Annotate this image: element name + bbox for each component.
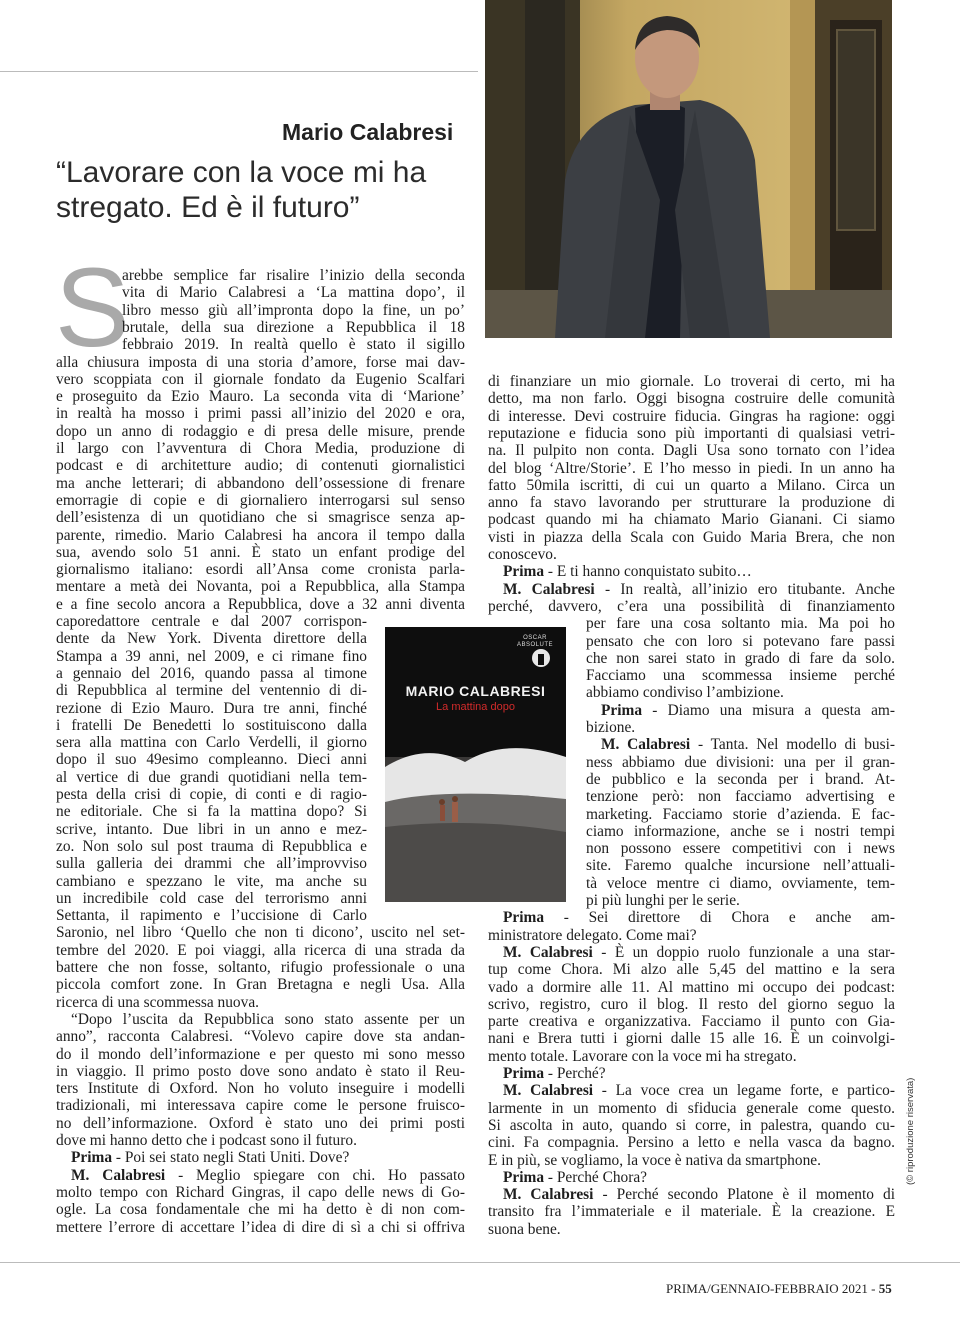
article-line: sulla galleria dei drammi che all’improvviso — [56, 855, 367, 873]
article-line: e a fine secolo ancora a Repubblica, dove a 32 anni diventa — [56, 595, 465, 613]
article-line: a gennaio del 2016, quando passa al timone — [56, 664, 367, 682]
article-line: pi più lunghi per le serie. — [586, 892, 740, 909]
article-line: Si ascolta in auto, quando si corre, in palestra, quando cu- — [488, 1116, 895, 1134]
article-line: Facciamo una scommessa insieme perché — [586, 667, 895, 685]
article-line: dell’esistenza di un quotidiano che si smagrisce senza ap- — [56, 509, 465, 527]
speaker-label: Prima — [503, 1065, 545, 1082]
article-line: rezione di Ezio Mauro. Dura tre anni, finché — [56, 699, 367, 717]
article-line: M. Calabresi - Meglio spiegare con chi. Ho passato — [71, 1166, 465, 1184]
article-line: di finanziare un mio giornale. Lo troverai di certo, mi ha — [488, 373, 895, 390]
article-line: pensato che con loro si potevano fare passi — [586, 632, 895, 650]
article-line: abbiamo condiviso l’ambizione. — [586, 684, 784, 702]
article-line: brutale, della sua direzione a Repubblica il 18 — [122, 318, 465, 336]
portrait-photo — [485, 0, 892, 338]
article-line: ogle. La cosa fondamentale che mi ha detto è di non com- — [56, 1201, 465, 1219]
article-line: vita di Mario Calabresi a ‘La mattina dopo’, il — [122, 284, 465, 302]
article-line: del blog ‘Altre/Storie’. E l’ho messo in piedi. In un anno ha — [488, 459, 895, 477]
article-line: ma anche letterari; di abbandono dell’ossessione di frenare — [56, 474, 465, 492]
speaker-label: M. Calabresi — [71, 1166, 166, 1184]
article-line: mentare a metà dei Novanta, poi a Repubblica, alla Stampa — [56, 578, 465, 596]
article-line: i fratelli De Benedetti lo sostituiscono dalla — [56, 716, 367, 734]
article-line: pesta della crisi di copie, di conti e di ragio- — [56, 786, 367, 803]
article-line: E in più, se vogliamo, la voce è nativa da smartphone. — [488, 1151, 821, 1169]
article-line: site. Faremo qualche incursione nell’attuali- — [586, 857, 895, 875]
bottom-rule — [0, 1262, 960, 1263]
article-line: M. Calabresi - In realtà, all’inizio ero titubante. Anche — [503, 580, 895, 598]
article-line: il largo con l’avventura di Chora Media, produzione di — [56, 440, 465, 457]
article-line: cambiano e spezzano le vite, ma anche su — [56, 872, 367, 890]
interviewee-name: Mario Calabresi — [282, 119, 454, 145]
article-line: anno”, racconta Calabresi. “Volevo capire dove sta andan- — [56, 1028, 465, 1046]
speaker-label: M. Calabresi — [503, 943, 593, 961]
article-line: na. Il pulpito non conta. Dagli Usa sono tornato con l’idea — [488, 442, 895, 460]
article-line: in realtà ha mosso i primi passi all’inizio del 2020 e ora, — [56, 405, 465, 423]
article-line: Prima - Poi sei stato negli Stati Uniti. Dove? — [71, 1149, 350, 1167]
article-line: perché, davvero, c’era una possibilità di finanziamento — [488, 597, 895, 615]
speaker-label: Prima — [601, 701, 643, 719]
article-line: Settanta, il rapimento e l’uccisione di Carlo — [56, 907, 367, 925]
article-line: larmente in un momento di sfiducia generale come questo. — [488, 1099, 895, 1117]
book-author: MARIO CALABRESI — [405, 683, 546, 699]
article-line: vado a dormire alle 11. Al mattino mi occupo dei podcast: — [488, 978, 895, 996]
article-line: in viaggio. Il primo posto dove sono andato è stato il Reu- — [56, 1062, 465, 1080]
article-line: mettere l’errore di accettare l’idea di dire di sì a chi si offriva — [56, 1218, 465, 1236]
article-headline: “Lavorare con la voce mi ha stregato. Ed è il futuro” — [56, 156, 427, 224]
speaker-label: Prima — [503, 1168, 545, 1186]
article-line: bizione. — [586, 719, 636, 736]
article-line: piccola comfort zone. In Gran Bretagna e negli Usa. Alla — [56, 976, 465, 994]
article-line: tup come Chora. Mi alzo alle 5,45 del mattino e la sera — [488, 961, 895, 979]
article-line: M. Calabresi - Tanta. Nel modello di busi- — [601, 736, 896, 754]
article-line: emorragie di copie e di giornaliero interrogarsi sul senso — [56, 491, 465, 509]
article-line: parente, rimedio. Mario Calabresi ha ancora il tempo dalla — [56, 526, 465, 544]
article-line: dove mi hanno detto che i podcast sono il futuro. — [56, 1132, 357, 1149]
article-line: sua, avendo solo 51 anni. È stato un enfant prodige del — [56, 543, 465, 561]
article-line: dopo un anno di rodaggio e di presa delle misure, prende — [56, 422, 465, 440]
article-line: ministratore delegato. Come mai? — [488, 926, 697, 944]
article-line: no dell’informazione. Oxford è stato uno dei primi posti — [56, 1114, 465, 1132]
article-line: M. Calabresi - Perché secondo Platone è il momento di — [503, 1186, 895, 1204]
top-rule — [0, 71, 478, 72]
article-line: “Dopo l’uscita da Repubblica sono stato assente per un — [71, 1010, 465, 1028]
article-line: Prima - Sei direttore di Chora e anche am- — [503, 909, 895, 927]
article-line: anno fa stavo lavorando per strutturare la produzione di — [488, 494, 895, 512]
drop-cap: S — [55, 245, 130, 370]
speaker-label: Prima — [503, 909, 545, 927]
article-line: ciamo informazione, anche se i nostri tempi — [586, 822, 895, 840]
article-line: per fare una cosa soltanto mia. Ma poi ho — [586, 615, 895, 633]
article-line: transito fra l’immateriale e il materiale. È la creazione. E — [488, 1203, 895, 1221]
article-line: libro messo giù all’impronta dopo la fine, un po’ — [122, 301, 465, 319]
article-line: vero scoppiata con il giornale fondato da Eugenio Scalfari — [56, 370, 465, 388]
speaker-label: M. Calabresi — [503, 580, 595, 598]
speaker-label: M. Calabresi — [601, 736, 691, 754]
article-line: Stampa a 39 anni, nel 2009, e ci rimane fino — [56, 647, 367, 665]
speaker-label: M. Calabresi — [503, 1186, 594, 1204]
article-line: battere che non fosse, soltanto, rifugio professionale o una — [56, 959, 465, 976]
book-publisher: OSCAR ABSOLUTE — [517, 635, 554, 648]
copyright-notice: (© riproduzione riservata) — [905, 1077, 916, 1185]
article-line: reputazione e fiducia sono più importanti di qualsiasi vetri- — [488, 424, 895, 442]
article-line: di Repubblica al termine del ventennio di di- — [56, 682, 367, 700]
article-line: mento totale. Lavorare con la voce mi ha stregato. — [488, 1047, 797, 1065]
article-line: ters Institute di Oxford. Non ho voluto inseguire i modelli — [56, 1080, 465, 1098]
article-line: e proseguito da Ezio Mauro. La seconda vita di ‘Marione’ — [56, 388, 465, 406]
footer-magazine: PRIMA/GENNAIO-FEBBRAIO 2021 - — [666, 1281, 876, 1296]
article-line: arebbe semplice far risalire l’inizio della seconda — [122, 267, 465, 284]
speaker-label: M. Calabresi — [503, 1082, 594, 1100]
article-line: dente da New York. Diventa direttore della — [56, 630, 367, 648]
article-line: ricerca di una scommessa nuova. — [56, 993, 259, 1011]
article-line: cini. Fa compagnia. Persino a letto e nella vasca da bagno. — [488, 1134, 895, 1152]
article-line: caporedattore centrale e dal 2007 corrispon- — [56, 613, 367, 630]
article-line: visti in piazza della Scala con Guido Maria Brera, che non — [488, 528, 895, 546]
article-line: M. Calabresi - È un doppio ruolo funzionale a una star- — [503, 943, 895, 961]
article-line: fatto 50mila iscritti, di cui un quarto a Milano. Circa un — [488, 476, 895, 494]
article-line: Prima - Perché? — [503, 1065, 606, 1082]
article-line: podcast quando mi ha chiamato Mario Gianani. Ci siamo — [488, 511, 895, 529]
article-line: al vertice di due grandi quotidiani nella tem- — [56, 768, 367, 786]
article-line: podcast e di architetture audio; di contenuti giornalistici — [56, 457, 465, 475]
article-line: Prima - Diamo una misura a questa am- — [601, 701, 895, 719]
article-line: tà veloce mentre ci diamo, ovviamente, tem- — [586, 874, 895, 892]
article-line: marketing. Facciamo storie d’azienda. E fac- — [586, 805, 895, 823]
article-line: do il mondo dell’informazione e per questo mi sono messo — [56, 1045, 465, 1063]
article-line: ne editoriale. Che si fa la mattina dopo? Si — [56, 803, 367, 821]
article-line: conoscevo. — [488, 546, 557, 563]
article-line: che non sarei stato in grado di fare da solo. — [586, 649, 895, 667]
article-line: scrive, intanto. Due libri in un anno e mez- — [56, 820, 367, 838]
article-line: sera alla mattina con Carlo Verdelli, il giorno — [56, 734, 367, 752]
article-line: scrivo, registro, curo il blog. Il resto del giorno seguo la — [488, 995, 895, 1013]
book-cover — [385, 627, 566, 902]
article-line: suona bene. — [488, 1220, 561, 1238]
article-line: dopo il suo 49esimo compleanno. Dieci anni — [56, 751, 367, 769]
page-number: 55 — [878, 1281, 892, 1296]
page-footer — [666, 1281, 892, 1297]
article-line: non possono essere competitivi con i news — [586, 840, 895, 858]
article-line: febbraio 2019. In realtà quello è stato il sigillo — [122, 336, 465, 354]
article-line: parte creativa e organizzativa. Facciamo il punto con Gia- — [488, 1013, 895, 1031]
article-line: molto tempo con Richard Gingras, il capo delle news di Go- — [56, 1183, 465, 1201]
article-line: di interesse. Devi costruire fiducia. Gingras ha ragione: oggi — [488, 407, 895, 425]
article-line: nani e Brera tutti i giorni dalle 15 alle 16. È un coinvolgi- — [488, 1030, 895, 1048]
speaker-label: Prima — [71, 1149, 113, 1167]
article-line: Saronio, nel libro ‘Quello che non ti dicono’, uscito nel set- — [56, 924, 465, 942]
article-line: de pubblico e la seconda per i brand. At- — [586, 770, 895, 788]
article-line: ness abbiamo due divisioni: una per il gran- — [586, 753, 895, 771]
article-line: Prima - E ti hanno conquistato subito… — [503, 563, 752, 581]
article-line: tenzione però: non facciamo advertising e — [586, 788, 895, 806]
article-line: tembre del 2020. E poi viaggi, alla ricerca di una strada da — [56, 941, 465, 959]
book-title: La mattina dopo — [436, 701, 515, 713]
speaker-label: Prima — [503, 563, 545, 581]
article-line: un incredibile cold case del terrorismo anni — [56, 889, 367, 907]
article-line: zo. Non solo sul post trauma di Repubblica e — [56, 837, 367, 855]
article-line: giornalismo italiano: esordi all’Ansa come cronista parla- — [56, 561, 465, 579]
article-line: Prima - Perché Chora? — [503, 1168, 648, 1186]
article-line: detto, ma non farlo. Oggi bisogna costruire delle comunità — [488, 390, 895, 408]
article-line: M. Calabresi - La voce crea un legame forte, e partico- — [503, 1082, 895, 1100]
article-line: tradizionali, mi interessava capire come le persone fruisco- — [56, 1097, 465, 1115]
article-line: alla chiusura imposta di una storia d’amore, forse mai dav- — [56, 353, 465, 371]
